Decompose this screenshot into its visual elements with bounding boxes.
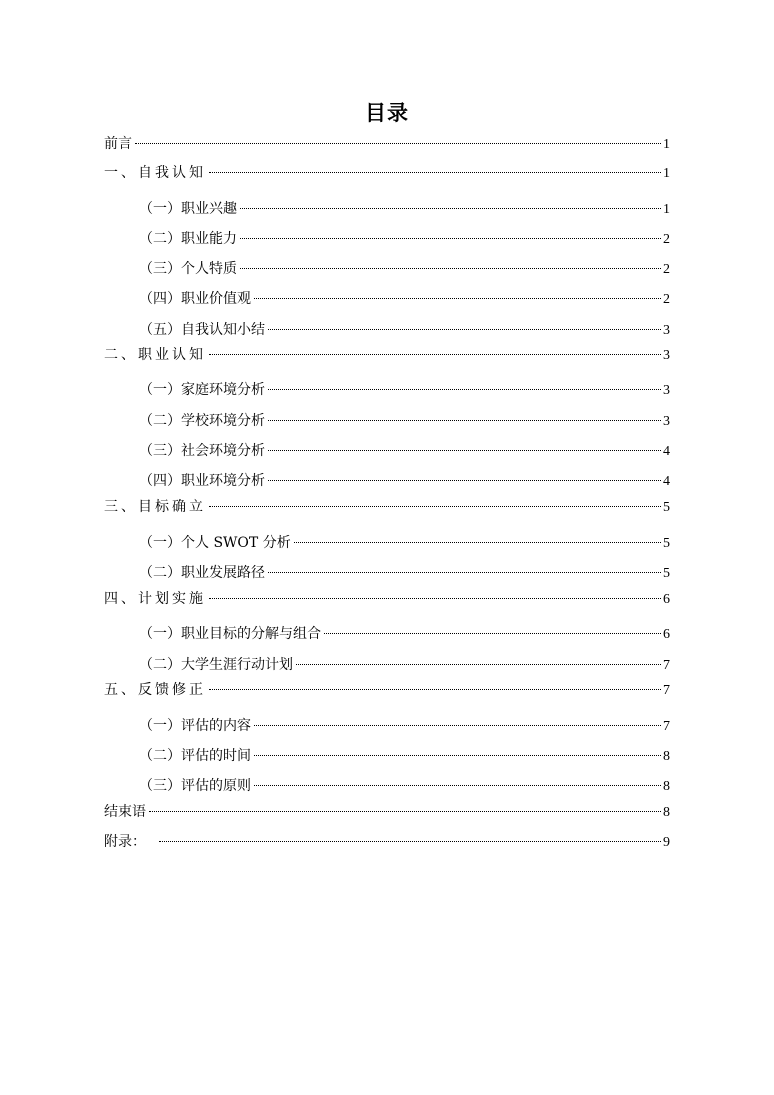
- toc-entry-section-1-3[interactable]: [139, 259, 670, 279]
- toc-entry-preface[interactable]: [104, 134, 670, 154]
- toc-entry-label: （一）职业目标的分解与组合: [139, 626, 321, 642]
- toc-entry-section-1-1[interactable]: [139, 199, 670, 219]
- dot-leader: [268, 420, 661, 421]
- toc-entry-label: （三）个人特质: [139, 261, 237, 277]
- toc-page-number: 1: [663, 137, 670, 152]
- toc-page-number: 6: [663, 592, 670, 607]
- toc-page-number: 7: [663, 719, 670, 734]
- dot-leader: [209, 506, 661, 507]
- dot-leader: [268, 572, 661, 573]
- toc-page-number: 5: [663, 566, 670, 581]
- toc-page-number: 2: [663, 232, 670, 247]
- dot-leader: [209, 172, 661, 173]
- toc-entry-section-2-2[interactable]: [139, 411, 670, 431]
- toc-entry-label: （二）学校环境分析: [139, 413, 265, 429]
- toc-title: 目录: [365, 101, 409, 125]
- toc-entry-chapter-5[interactable]: [104, 680, 670, 700]
- dot-leader: [294, 542, 661, 543]
- toc-page-number: 6: [663, 627, 670, 642]
- dot-leader: [209, 354, 661, 355]
- dot-leader: [159, 841, 661, 842]
- toc-entry-label: 一、自我认知: [104, 165, 206, 181]
- dot-leader: [254, 785, 661, 786]
- toc-entry-label: （二）大学生涯行动计划: [139, 657, 293, 673]
- toc-entry-section-3-1[interactable]: [139, 533, 670, 553]
- toc-entry-section-1-4[interactable]: [139, 289, 670, 309]
- toc-entry-section-3-2[interactable]: [139, 563, 670, 583]
- toc-entry-section-5-2[interactable]: [139, 746, 670, 766]
- dot-leader: [240, 268, 661, 269]
- toc-entry-label: （二）职业发展路径: [139, 565, 265, 581]
- dot-leader: [268, 450, 661, 451]
- toc-entry-label: （四）职业环境分析: [139, 473, 265, 489]
- toc-entry-section-5-1[interactable]: [139, 716, 670, 736]
- toc-entry-section-1-2[interactable]: [139, 229, 670, 249]
- toc-page-number: 5: [663, 536, 670, 551]
- toc-page-number: 7: [663, 683, 670, 698]
- toc-entry-chapter-3[interactable]: [104, 497, 670, 517]
- toc-page-number: 8: [663, 779, 670, 794]
- toc-entry-label: （五）自我认知小结: [139, 322, 265, 338]
- toc-entry-label: 前言: [104, 136, 132, 152]
- toc-entry-appendix[interactable]: [104, 832, 670, 852]
- toc-entry-label: （三）评估的原则: [139, 778, 251, 794]
- toc-page-number: 4: [663, 444, 670, 459]
- toc-entry-label: 附录：: [104, 834, 146, 850]
- toc-page-number: 1: [663, 202, 670, 217]
- toc-entry-label: 四、计划实施: [104, 591, 206, 607]
- dot-leader: [254, 725, 661, 726]
- toc-entry-label: 五、反馈修正: [104, 682, 206, 698]
- toc-entry-section-2-3[interactable]: [139, 441, 670, 461]
- toc-page-number: 7: [663, 658, 670, 673]
- toc-entry-section-2-1[interactable]: [139, 380, 670, 400]
- toc-page-number: 2: [663, 262, 670, 277]
- toc-entry-label: （一）职业兴趣: [139, 201, 237, 217]
- toc-page-number: 2: [663, 292, 670, 307]
- dot-leader: [268, 480, 661, 481]
- toc-page-number: 4: [663, 474, 670, 489]
- toc-entry-conclusion[interactable]: [104, 802, 670, 822]
- toc-entry-label: （一）评估的内容: [139, 718, 251, 734]
- toc-entry-section-1-5[interactable]: [139, 320, 670, 340]
- toc-page-number: 8: [663, 749, 670, 764]
- toc-entry-label: （三）社会环境分析: [139, 443, 265, 459]
- toc-page-number: 3: [663, 383, 670, 398]
- toc-entry-label: 二、职业认知: [104, 347, 206, 363]
- toc-entry-chapter-2[interactable]: [104, 345, 670, 365]
- toc-page-number: 3: [663, 323, 670, 338]
- toc-entry-section-4-1[interactable]: [139, 624, 670, 644]
- dot-leader: [254, 298, 661, 299]
- dot-leader: [149, 811, 661, 812]
- toc-page-number: 3: [663, 414, 670, 429]
- toc-page-number: 9: [663, 835, 670, 850]
- toc-entry-chapter-4[interactable]: [104, 589, 670, 609]
- toc-page-number: 1: [663, 166, 670, 181]
- dot-leader: [209, 689, 661, 690]
- toc-entry-label: （一）个人 SWOT 分析: [139, 535, 291, 551]
- toc-page-number: 5: [663, 500, 670, 515]
- toc-entry-section-5-3[interactable]: [139, 776, 670, 796]
- dot-leader: [268, 329, 661, 330]
- toc-entry-label: （二）评估的时间: [139, 748, 251, 764]
- toc-entry-section-4-2[interactable]: [139, 655, 670, 675]
- dot-leader: [240, 208, 661, 209]
- toc-entry-section-2-4[interactable]: [139, 471, 670, 491]
- toc-entry-label: 结束语: [104, 804, 146, 820]
- dot-leader: [209, 598, 661, 599]
- toc-entry-label: （四）职业价值观: [139, 291, 251, 307]
- toc-entry-label: （二）职业能力: [139, 231, 237, 247]
- toc-page-number: 3: [663, 348, 670, 363]
- toc-page-number: 8: [663, 805, 670, 820]
- toc-entry-label: 三、目标确立: [104, 499, 206, 515]
- dot-leader: [135, 143, 661, 144]
- toc-entry-chapter-1[interactable]: [104, 163, 670, 183]
- dot-leader: [254, 755, 661, 756]
- dot-leader: [296, 664, 661, 665]
- toc-entry-label: （一）家庭环境分析: [139, 382, 265, 398]
- dot-leader: [324, 633, 661, 634]
- dot-leader: [268, 389, 661, 390]
- dot-leader: [240, 238, 661, 239]
